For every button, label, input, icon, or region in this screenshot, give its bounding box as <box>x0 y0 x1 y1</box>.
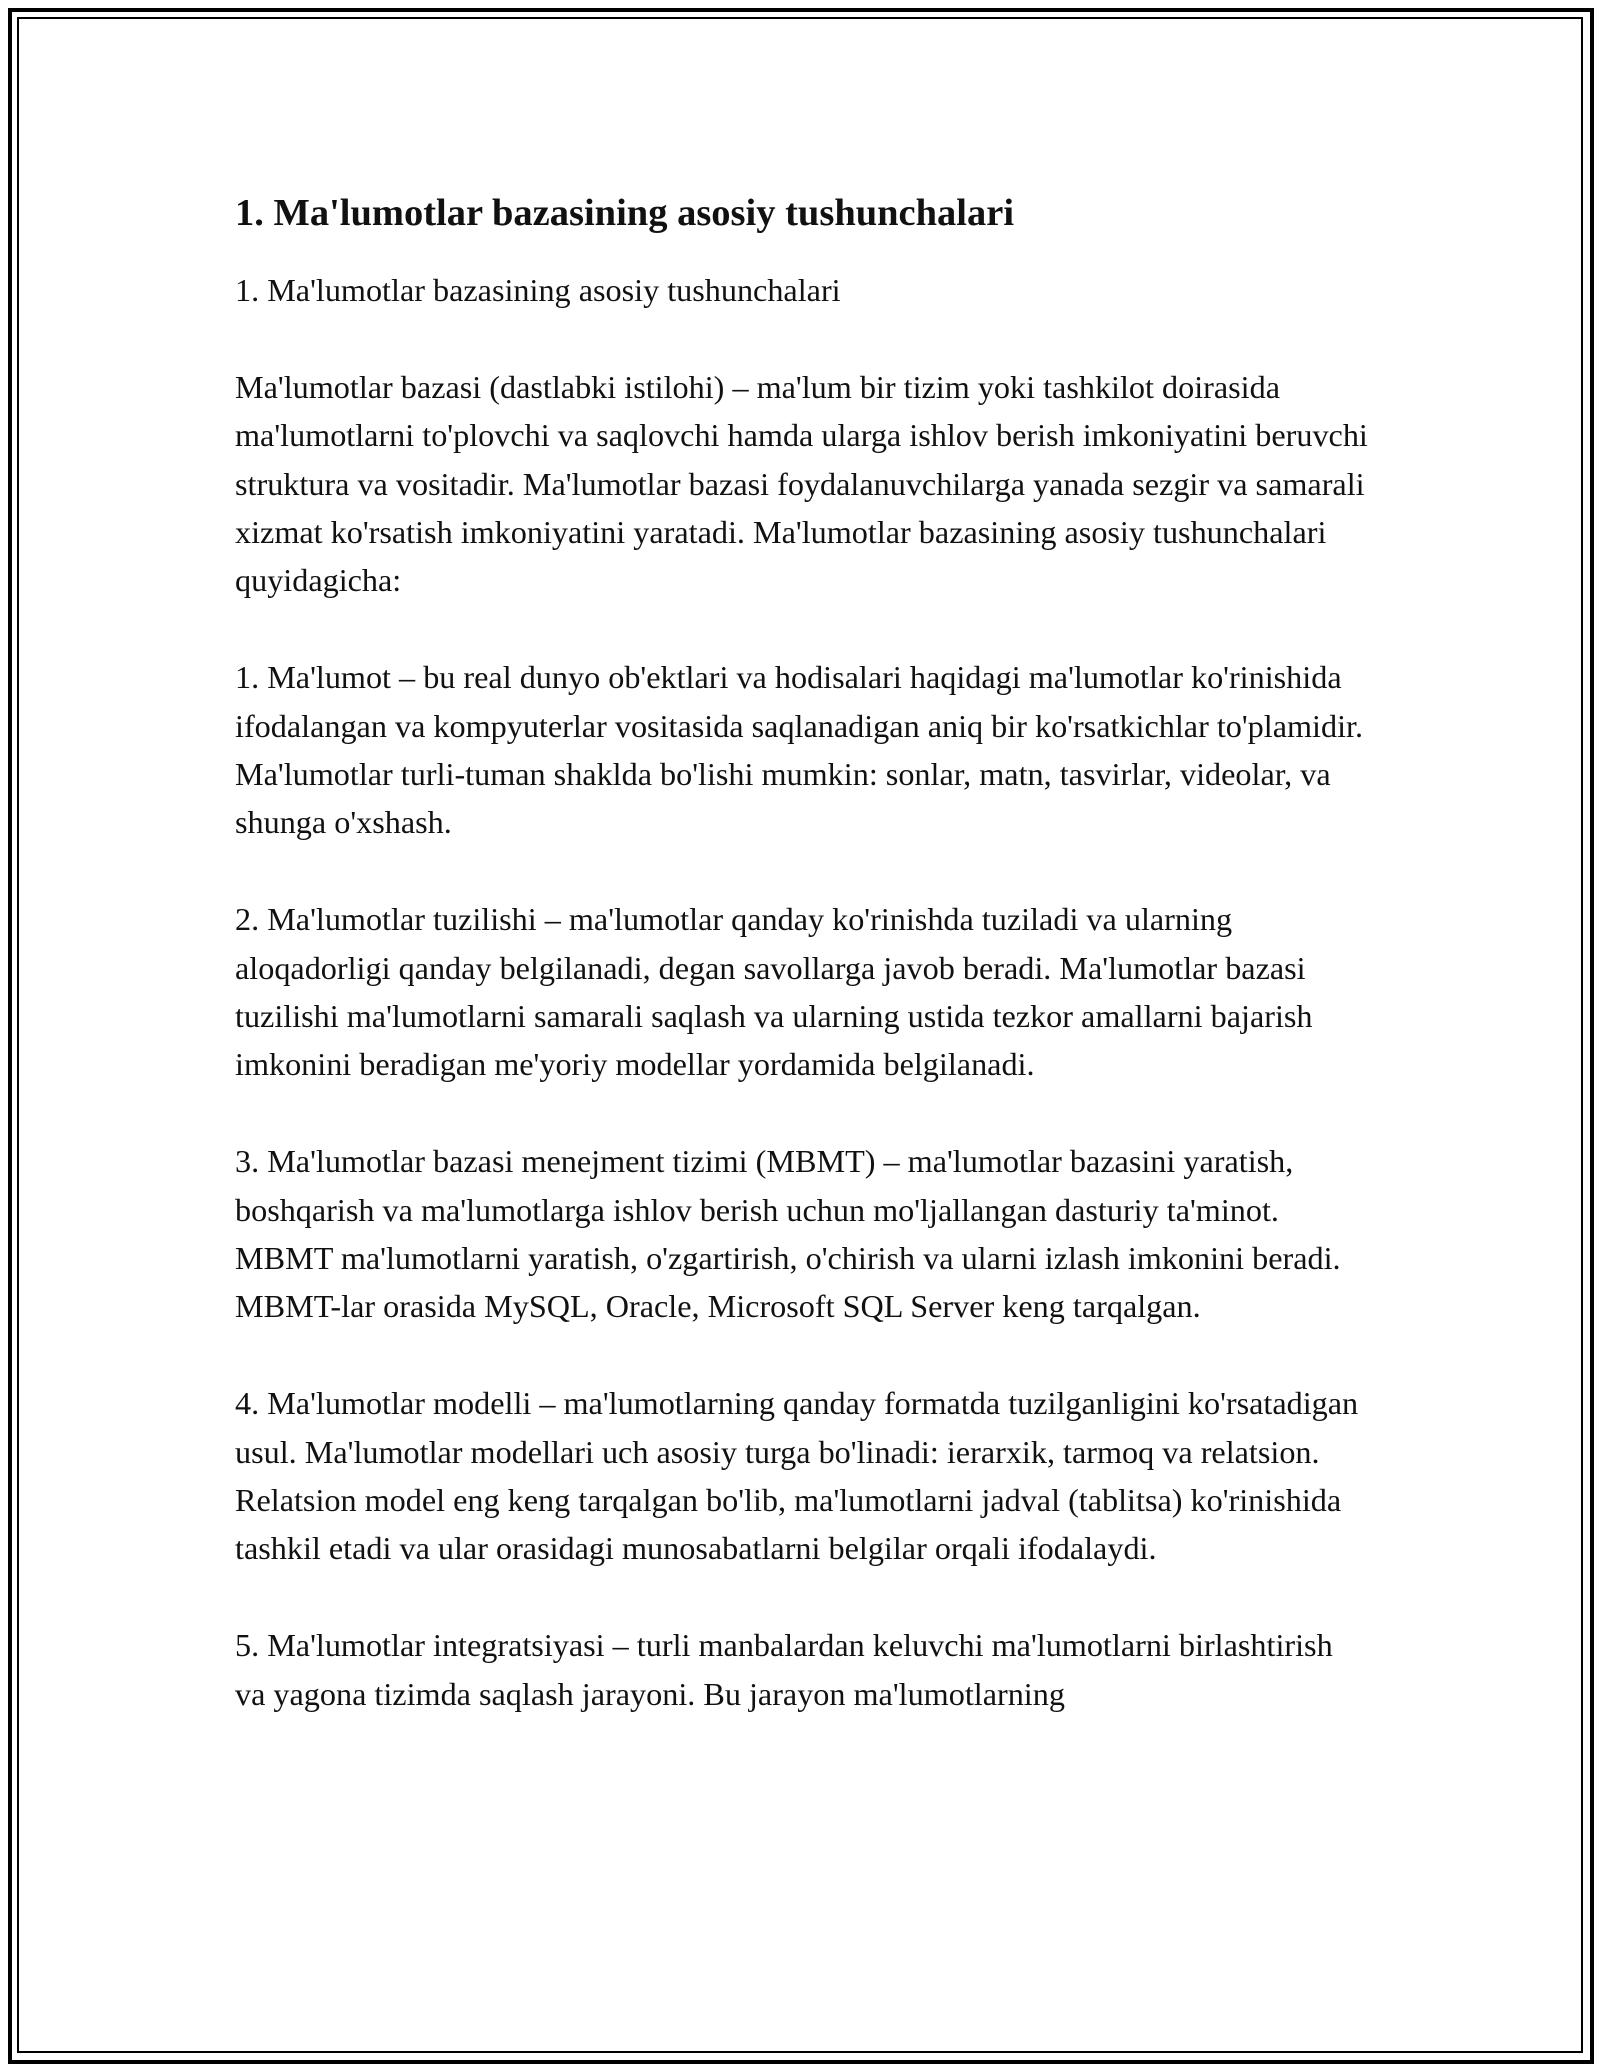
paragraph-intro: Ma'lumotlar bazasi (dastlabki istilohi) – ma'lum bir tizim yoki tashkilot doirasida ma'lumotlarni to'plovchi va saqlovchi hamda ularga ishlov berish imkoniyatini beruvchi struktura va vositadir. Ma'lumotlar bazasi foydalanuvchilarga yanada sezgir va samarali xizmat ko'rsatish imkoniyatini yaratadi. Ma'lumotlar bazasining asosiy tushunchalari quyidagicha: <box>235 368 1368 599</box>
paragraph-item-1: 1. Ma'lumot – bu real dunyo ob'ektlari va hodisalari haqidagi ma'lumotlar ko'rinishida ifodalangan va kompyuterlar vositasida saqlanadigan aniq bir ko'rsatkichlar to'plamidir. Ma'lumotlar turli-tuman shaklda bo'lishi mumkin: sonlar, matn, tasvirlar, videolar, va shunga o'xshash. <box>235 659 1364 841</box>
paragraph-item-2: 2. Ma'lumotlar tuzilishi – ma'lumotlar qanday ko'rinishda tuziladi va ularning aloqadorligi qanday belgilanadi, degan savollarga javob beradi. Ma'lumotlar bazasi tuzilishi ma'lumotlarni samarali saqlash va ularning ustida tezkor amallarni bajarish imkonini beradigan me'yoriy modellar yordamida belgilanadi. <box>235 901 1313 1083</box>
document-body <box>235 188 1370 1766</box>
document-heading: 1. Ma'lumotlar bazasining asosiy tushunchalari <box>235 192 1015 234</box>
paragraph-item-3: 3. Ma'lumotlar bazasi menejment tizimi (MBMT) – ma'lumotlar bazasini yaratish, boshqarish va ma'lumotlarga ishlov berish uchun mo'ljallangan dasturiy ta'minot. MBMT ma'lumotlarni yaratish, o'zgartirish, o'chirish va ularni izlash imkonini beradi. MBMT-lar orasida MySQL, Oracle, Microsoft SQL Server keng tarqalgan. <box>235 1143 1341 1325</box>
paragraph-item-4: 4. Ma'lumotlar modelli – ma'lumotlarning qanday formatda tuzilganligini ko'rsatadigan usul. Ma'lumotlar modellari uch asosiy turga bo'linadi: ierarxik, tarmoq va relatsion. Relatsion model eng keng tarqalgan bo'lib, ma'lumotlarni jadval (tablitsa) ko'rinishida tashkil etadi va ular orasidagi munosabatlarni belgilar orqali ifodalaydi. <box>235 1385 1359 1567</box>
paragraph-subtitle: 1. Ma'lumotlar bazasining asosiy tushunchalari <box>235 272 841 308</box>
paragraph-item-5: 5. Ma'lumotlar integratsiyasi – turli manbalardan keluvchi ma'lumotlarni birlashtirish va yagona tizimda saqlash jarayoni. Bu jarayon ma'lumotlarning <box>235 1627 1333 1712</box>
